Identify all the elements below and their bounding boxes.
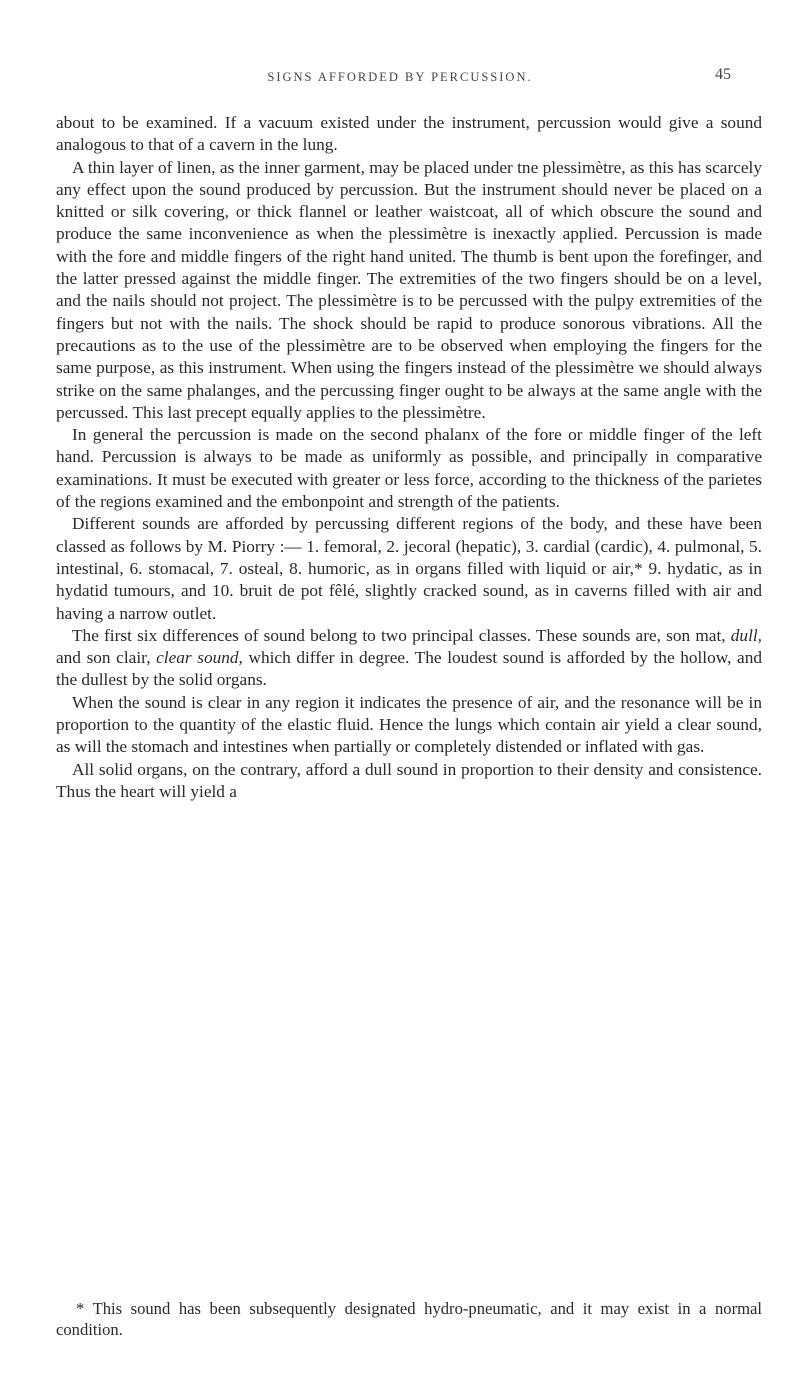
paragraph-6: When the sound is clear in any region it indicates the presence of air, and the resonance will be in proportion to the quantity of the elastic fluid. Hence the lungs which contain air yield a clear sound, as will the stomach and intestines when partially or completely distended or inflated with gas. [56,692,762,757]
paragraph-4: Different sounds are afforded by percussing different regions of the body, and these have been classed as follows by M. Piorry :— 1. femoral, 2. jecoral (hepatic), 3. cardial (cardic), 4. pulmonal, 5. intestinal, 6. stomacal, 7. osteal, 8. humoric, as in organs filled with liquid or air,* 9. hydatic, as in hydatid tumours, and 10. bruit de pot fêlé, slightly cracked sound, as in caverns filled with air and having a narrow outlet. [56,514,762,623]
footnote [56,1298,762,1340]
term-dull: dull, [730,625,762,645]
term-clear-sound: clear sound, [156,648,243,668]
footnote-text: * This sound has been subsequently designated hydro-pneumatic, and it may exist in a normal condition. [56,1299,762,1339]
paragraph-5-part-c: which differ in degree. The loudest sound is afforded by the hollow, and the dullest by the solid organs. [56,648,762,690]
paragraph-3: In general the percussion is made on the second phalanx of the fore or middle finger of the left hand. Percussion is always to be made as uniformly as possible, and principally in comparative examinations. It must be executed with greater or less force, according to the thickness of the parietes of the regions examined and the embonpoint and strength of the patients. [56,425,762,512]
running-head: SIGNS AFFORDED BY PERCUSSION. [267,70,533,84]
paragraph-7: All solid organs, on the contrary, afford a dull sound in proportion to their density and consistence. Thus the heart will yield a [56,759,762,801]
body-text [56,112,762,803]
paragraph-5 [56,625,762,692]
page-number: 45 [715,66,731,83]
paragraph-1: about to be examined. If a vacuum existed under the instrument, percussion would give a sound analogous to that of a cavern in the lung. [56,113,762,155]
paragraph-5-part-a: The first six differences of sound belong to two principal classes. These sounds are, son mat, [72,625,731,645]
paragraph-5-part-b: and son clair, [56,648,157,668]
paragraph-2: A thin layer of linen, as the inner garment, may be placed under tne plessimètre, as this has scarcely any effect upon the sound produced by percussion. But the instrument should never be placed on a knitted or silk covering, or thick flannel or leather waistcoat, all of which obscure the sound and produce the same inconvenience as when the plessimètre is inexactly applied. Percussion is made with the fore and middle fingers of the right hand united. The thumb is bent upon the forefinger, and the latter pressed against the middle finger. The extremities of the two fingers should be on a level, and the nails should not project. The plessimètre is to be percussed with the pulpy extremities of the fingers but not with the nails. The shock should be rapid to produce sonorous vibrations. All the precautions as to the use of the plessimètre are to be observed when employing the fingers for the same purpose, as this instrument. When using the fingers instead of the plessimètre we should always strike on the same phalanges, and the percussing finger ought to be always at the same angle with the percussed. This last precept equally applies to the plessimètre. [56,157,762,422]
